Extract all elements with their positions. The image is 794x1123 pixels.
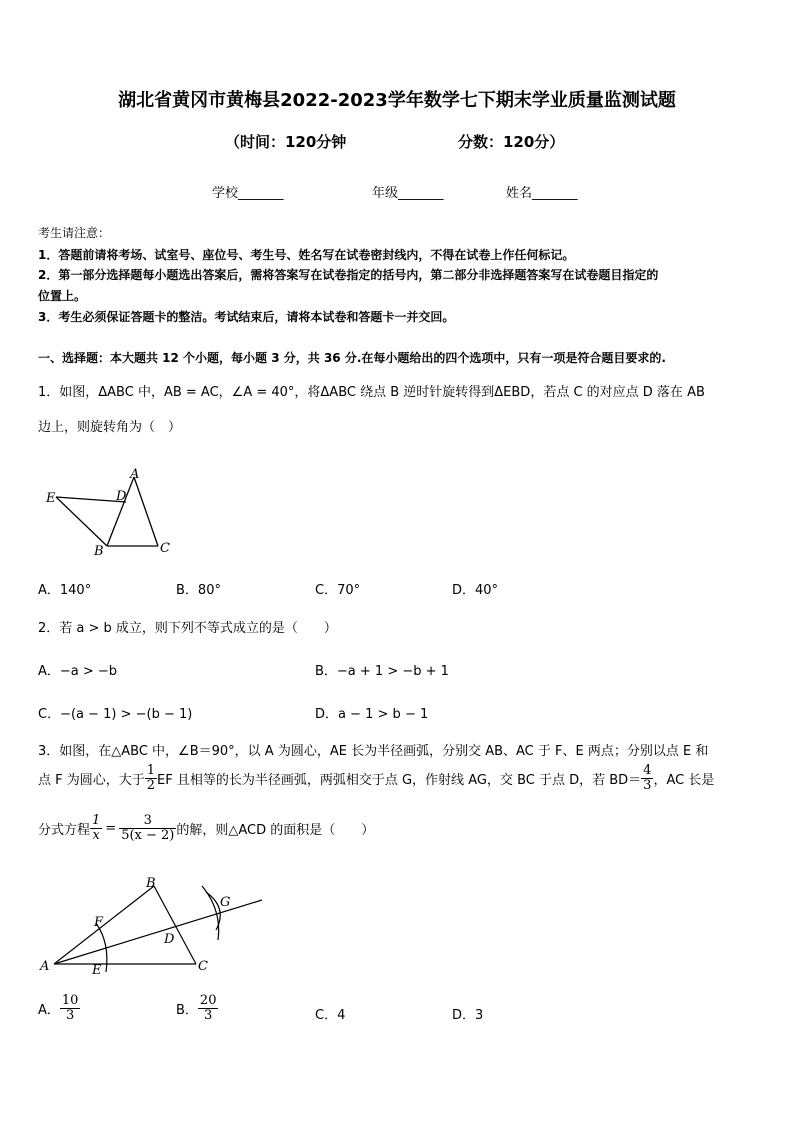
q3-option-a-fraction bbox=[60, 994, 81, 1022]
q1-label-E: E bbox=[46, 491, 56, 506]
q3-option-a-letter: A． bbox=[38, 1002, 60, 1018]
q3-label-B: B bbox=[146, 876, 156, 891]
q3-line-AB bbox=[54, 886, 154, 964]
q1-stem-line1: 1．如图，ΔABC 中，AB = AC，∠A = 40°，将ΔABC 绕点 B 逆时针旋转得到ΔEBD，若点 C 的对应点 D 落在 AB bbox=[38, 385, 705, 400]
q1-label-A: A bbox=[130, 467, 140, 482]
q3-equation-right-num: 3 bbox=[143, 813, 152, 828]
q2-option-a: A．−a > −b bbox=[38, 664, 118, 679]
q2-option-b: B．−a + 1 > −b + 1 bbox=[315, 664, 449, 679]
q3-option-b-num: 20 bbox=[199, 993, 217, 1008]
q3-fraction-half-den: 2 bbox=[146, 777, 156, 793]
q3-fraction-half bbox=[145, 764, 157, 792]
q3-figure bbox=[38, 868, 278, 983]
q3-option-a-num: 10 bbox=[61, 993, 79, 1008]
q3-arc-from-F bbox=[202, 886, 219, 940]
q3-option-a bbox=[38, 994, 80, 1022]
q3-fraction-bd-den: 3 bbox=[643, 777, 652, 793]
q1-option-a: A．140° bbox=[38, 583, 92, 598]
notice-item-2-cont: 位置上。 bbox=[38, 289, 87, 303]
q1-label-C: C bbox=[160, 541, 170, 556]
q3-label-F: F bbox=[94, 915, 104, 930]
q1-option-b: B．80° bbox=[176, 583, 221, 598]
q3-option-c: C．4 bbox=[315, 1008, 346, 1023]
q3-fraction-half-num: 1 bbox=[146, 763, 156, 778]
q3-line2-text-c: ，AC 长是 bbox=[653, 772, 715, 788]
q1-option-c: C．70° bbox=[315, 583, 361, 598]
q3-option-b-fraction bbox=[198, 994, 219, 1022]
q3-fraction-bd-num: 4 bbox=[643, 763, 652, 778]
q3-equation-right bbox=[119, 814, 176, 842]
q3-label-A: A bbox=[40, 959, 50, 974]
q3-label-G: G bbox=[220, 895, 231, 910]
time-label: （时间：120分钟 bbox=[225, 133, 347, 151]
q3-option-d: D．3 bbox=[452, 1008, 484, 1023]
page-title: 湖北省黄冈市黄梅县2022-2023学年数学七下期末学业质量监测试题 bbox=[118, 90, 676, 111]
q3-stem-line3 bbox=[38, 814, 374, 842]
q3-option-b-den: 3 bbox=[198, 1008, 219, 1023]
q3-arc-from-E bbox=[206, 892, 220, 930]
q3-stem-line2 bbox=[38, 764, 714, 792]
q3-equals-sign: = bbox=[105, 820, 117, 836]
q1-option-d: D．40° bbox=[452, 583, 499, 598]
name-field: 姓名_______ bbox=[506, 186, 578, 201]
q3-line-BC bbox=[154, 886, 196, 964]
score-label: 分数：120分） bbox=[458, 133, 565, 151]
q1-label-D: D bbox=[116, 489, 127, 504]
q2-option-d: D．a − 1 > b − 1 bbox=[315, 707, 429, 722]
section-heading: 一、选择题：本大题共 12 个小题，每小题 3 分，共 36 分.在每小题给出的四个选项中，只有一项是符合题目要求的. bbox=[38, 351, 666, 365]
notice-item-1: 1．答题前请将考场、试室号、座位号、考生号、姓名写在试卷密封线内，不得在试卷上作任何标记。 bbox=[38, 248, 575, 262]
q3-fraction-bd bbox=[641, 764, 653, 792]
q1-line-EB bbox=[56, 497, 107, 546]
q1-line-AB bbox=[107, 477, 134, 546]
q3-ray-AG bbox=[54, 900, 262, 964]
school-field: 学校_______ bbox=[212, 186, 284, 201]
q3-stem-line1: 3．如图，在△ABC 中，∠B＝90°，以 A 为圆心，AE 长为半径画弧，分别交 AB、AC 于 F、E 两点；分别以点 E 和 bbox=[38, 744, 709, 759]
q3-option-a-den: 3 bbox=[60, 1008, 81, 1023]
notice-item-2: 2．第一部分选择题每小题选出答案后，需将答案写在试卷指定的括号内，第二部分非选择题答案写在试卷题目指定的 bbox=[38, 268, 659, 282]
q2-stem: 2．若 a > b 成立，则下列不等式成立的是（ ） bbox=[38, 621, 337, 636]
q1-label-B: B bbox=[94, 544, 104, 559]
q3-equation-left-num: 1 bbox=[92, 813, 101, 828]
q3-equation-right-den: 5(x − 2) bbox=[121, 827, 175, 843]
q3-label-E: E bbox=[92, 963, 102, 978]
notice-heading: 考生请注意： bbox=[38, 226, 111, 240]
q3-label-D: D bbox=[164, 932, 175, 947]
q3-line3-text-b: 的解，则△ACD 的面积是（ ） bbox=[176, 822, 375, 838]
q1-stem-line2: 边上，则旋转角为（ ） bbox=[38, 420, 182, 435]
q3-label-C: C bbox=[198, 959, 208, 974]
q3-line2-text-a: 点 F 为圆心，大于 bbox=[38, 772, 145, 788]
q3-equation-left bbox=[90, 814, 102, 842]
q3-option-b-letter: B． bbox=[176, 1002, 198, 1018]
q3-equation-left-den: x bbox=[90, 828, 102, 843]
q3-option-b bbox=[176, 994, 218, 1022]
q3-line2-text-b: EF 且相等的长为半径画弧，两弧相交于点 G，作射线 AG，交 BC 于点 D，若 BD＝ bbox=[157, 772, 642, 788]
q3-line3-text-a: 分式方程 bbox=[38, 822, 91, 838]
q1-line-AC bbox=[134, 477, 158, 546]
notice-item-3: 3．考生必须保证答题卡的整洁。考试结束后，请将本试卷和答题卡一并交回。 bbox=[38, 310, 455, 324]
grade-field: 年级_______ bbox=[372, 186, 444, 201]
q2-option-c: C．−(a − 1) > −(b − 1) bbox=[38, 707, 193, 722]
q1-figure bbox=[38, 462, 188, 562]
